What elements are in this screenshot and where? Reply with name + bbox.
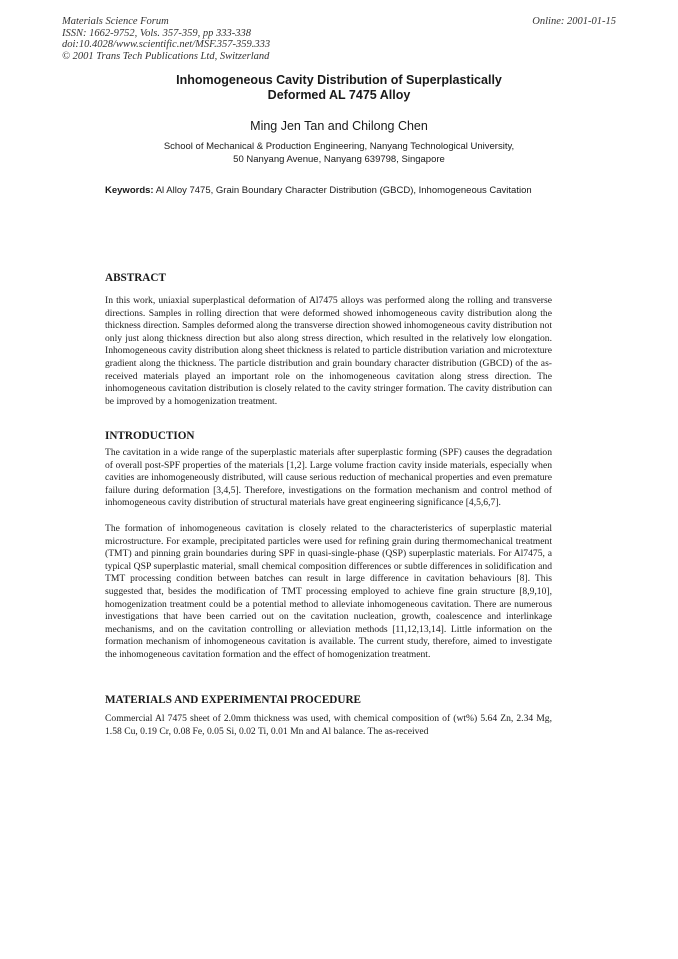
title-line-1: Inhomogeneous Cavity Distribution of Superplastically <box>176 73 502 87</box>
affiliation <box>90 141 588 166</box>
affiliation-line-2: 50 Nanyang Avenue, Nanyang 639798, Singapore <box>233 153 445 165</box>
materials-heading: MATERIALS AND EXPERIMENTAl PROCEDURE <box>105 694 361 706</box>
title-line-2: Deformed AL 7475 Alloy <box>267 88 411 102</box>
keywords <box>105 185 535 198</box>
issn-line: ISSN: 1662-9752, Vols. 357-359, pp 333-338 <box>62 27 251 39</box>
copyright-line: © 2001 Trans Tech Publications Ltd, Switzerland <box>62 50 270 62</box>
authors: Ming Jen Tan and Chilong Chen <box>250 119 428 133</box>
journal-name: Materials Science Forum <box>62 16 169 27</box>
keywords-text: Al Alloy 7475, Grain Boundary Character Distribution (GBCD), Inhomogeneous Cavitation <box>153 185 532 196</box>
paper-title <box>100 73 578 103</box>
publication-metadata <box>62 16 270 62</box>
introduction-paragraph-2: The formation of inhomogeneous cavitation is closely related to the characteristerics of superplastic material microstructure. For example, precipitated particles were used for refining grain during thermomechanical treatment (TMT) and pinning grain boundaries during SPF in quasi-single-phase (QSP) superplastic materials. For Al7475, a typical QSP superplastic material, small chemical composition differences or subtle differences in solidification and TMT processing condition between batches can result in large difference in cavitation behaviours [8]. This suggested that, besides the modification of TMT processing employed to achieve fine grain structure [8,9,10], homogenization treatment could be a potential method to alleviate inhomogeneous cavitation. There are numerous investigations that have been carried out on the cavitation nucleation, growth, coalescence and interlinkage mechanisms, and on the cavitation controlling or alleviation methods [11,12,13,14]. Little information on the formation mechanism of inhomogeneous cavitation is available. The current study, therefore, aimed to investigate the inhomogeneous cavitation formation and the effect of homogenization treatment. <box>105 523 552 660</box>
keywords-label: Keywords: <box>105 185 154 196</box>
online-date: Online: 2001-01-15 <box>532 16 616 27</box>
affiliation-line-1: School of Mechanical & Production Engineering, Nanyang Technological University, <box>163 141 515 152</box>
abstract-text: In this work, uniaxial superplastical deformation of Al7475 alloys was performed along the rolling and transverse directions. Samples in rolling direction that were deformed showed inhomogeneous cavity distribution along the thickness direction. Samples deformed along the transverse direction showed inhomogeneous cavity distribution not only just along thickness direction but also along stress direction, which resulted in the relatively low elongation. Inhomogeneous cavity distribution along sheet thickness is related to particle distribution variation and microtexture gradient along the thickness. The particle distribution and grain boundary character distribution (GBCD) of the as-received materials played an important role on the inhomogeneous cavitation along stress direction. The inhomogeneous cavitation distribution is closely related to the cavity stringer formation. The cavity distribution can be improved by a homogenization treatment. <box>105 295 552 407</box>
abstract-heading: ABSTRACT <box>105 272 166 284</box>
introduction-paragraph-1: The cavitation in a wide range of the superplastic materials after superplastic forming (SPF) causes the degradation of overall post-SPF properties of the materials [1,2]. Large volume fraction cavity inside materials, especially when cavities are inhomogeneously distributed, will cause serious reduction of mechanical properties and even premature failure during deformation [3,4,5]. Therefore, investigations on the formation mechanism and control method of inhomogeneous cavity distribution of structural materials have great engineering significance [4,5,6,7]. <box>105 447 552 509</box>
materials-text: Commercial Al 7475 sheet of 2.0mm thickness was used, with chemical composition of (wt%) 5.64 Zn, 2.34 Mg, 1.58 Cu, 0.19 Cr, 0.08 Fe, 0.05 Si, 0.02 Ti, 0.01 Mn and Al balance. The as-received <box>105 713 552 737</box>
introduction-heading: INTRODUCTION <box>105 430 195 442</box>
doi-line: doi:10.4028/www.scientific.net/MSF.357-359.333 <box>62 39 271 50</box>
